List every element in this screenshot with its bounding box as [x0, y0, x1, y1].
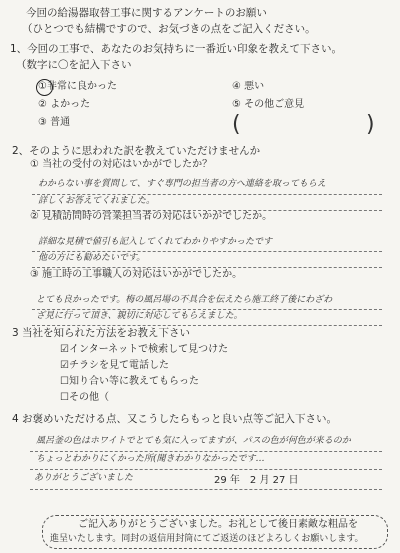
q2-answer-2a: 詳細な見積で値引も記入してくれてわかりやすかったです: [38, 237, 273, 247]
q2-answer-1b: 詳しくお答えてくれました。: [38, 196, 156, 206]
q3-option-flyer[interactable]: ☑チラシを見て電話した: [60, 360, 169, 371]
q2-answer-3b: ざ見に行って頂き、親切に対応してもらえました。: [36, 311, 243, 321]
q1-option-2[interactable]: ② よかった: [38, 99, 91, 110]
q1-option-4[interactable]: ④ 悪い: [232, 81, 265, 92]
answer-line: [32, 267, 382, 268]
answer-date: 29 年 2 月 27 日: [214, 475, 299, 486]
answer-line: [30, 469, 382, 470]
open-paren-icon: (: [232, 112, 241, 137]
q4-answer-2: ちょっとわかりにくかった所(聞きわかりなかったです…: [36, 454, 265, 464]
answer-line: [32, 251, 382, 252]
footer-line-2: 進呈いたします。同封の返信用封筒にてご返送のほどよろしくお願いします。: [50, 534, 364, 544]
question-3: 3 当社を知られた方法をお教え下さい: [12, 327, 191, 339]
q3-option-internet[interactable]: ☑インターネットで検索して見つけた: [60, 344, 229, 355]
answer-line: [32, 325, 382, 326]
question-1: 1、今回の工事で、あなたのお気持ちに一番近い印象を教えて下さい。: [10, 43, 342, 55]
q2-sub-3: ③ 施工時の工事職人の対応はいかがでしたか。: [30, 269, 243, 280]
q1-option-3[interactable]: ③ 普通: [38, 117, 71, 128]
q2-sub-2: ② 見積訪問時の営業担当者の対応はいかがでしたか。: [30, 211, 273, 222]
answer-line: [32, 194, 382, 195]
question-1-note: （数字に〇を記入下さい: [16, 59, 132, 71]
page-title: 今回の給湯器取替工事に関するアンケートのお願い: [26, 7, 267, 19]
question-2: 2、そのように思われた訳を教えていただけませんか: [12, 145, 261, 157]
q4-answer-3: ありがとうございました: [34, 473, 134, 483]
close-paren-icon: ): [366, 112, 375, 137]
page-subtitle: （ひとつでも結構ですので、お気づきの点をご記入ください。: [22, 23, 316, 35]
answer-line: [30, 489, 382, 490]
q4-answer-1: 風呂釜の色はホワイトでとても気に入ってますが、パスの色が何色が来るのか: [36, 436, 351, 446]
q2-answer-2b: 他の方にも勧めたいです。: [38, 253, 146, 263]
footer-line-1: ご記入ありがとうございました。お礼として後日素敵な粗品を: [78, 519, 358, 530]
q2-answer-1a: わからない事を質問して、すぐ専門の担当者の方へ連絡を取ってもらえ: [38, 179, 326, 189]
question-4: 4 お褒めいただける点、又こうしたらもっと良い点等ご記入下さい。: [12, 413, 338, 425]
answer-line: [32, 309, 382, 310]
q1-option-5[interactable]: ⑤ その他ご意見: [232, 99, 305, 110]
q2-sub-1: ① 当社の受付の対応はいかがでしたか？: [30, 159, 213, 170]
answer-line: [30, 451, 382, 452]
q1-option-1[interactable]: ①非常に良かった: [38, 81, 117, 92]
q3-option-other[interactable]: ☐その他（: [60, 392, 109, 403]
q2-answer-3a: とても良かったです。梅の風呂場の不具合を伝えたら施工終了後にわざわ: [36, 295, 333, 305]
q3-option-acquaintance[interactable]: ☐知り合い等に教えてもらった: [60, 376, 199, 387]
